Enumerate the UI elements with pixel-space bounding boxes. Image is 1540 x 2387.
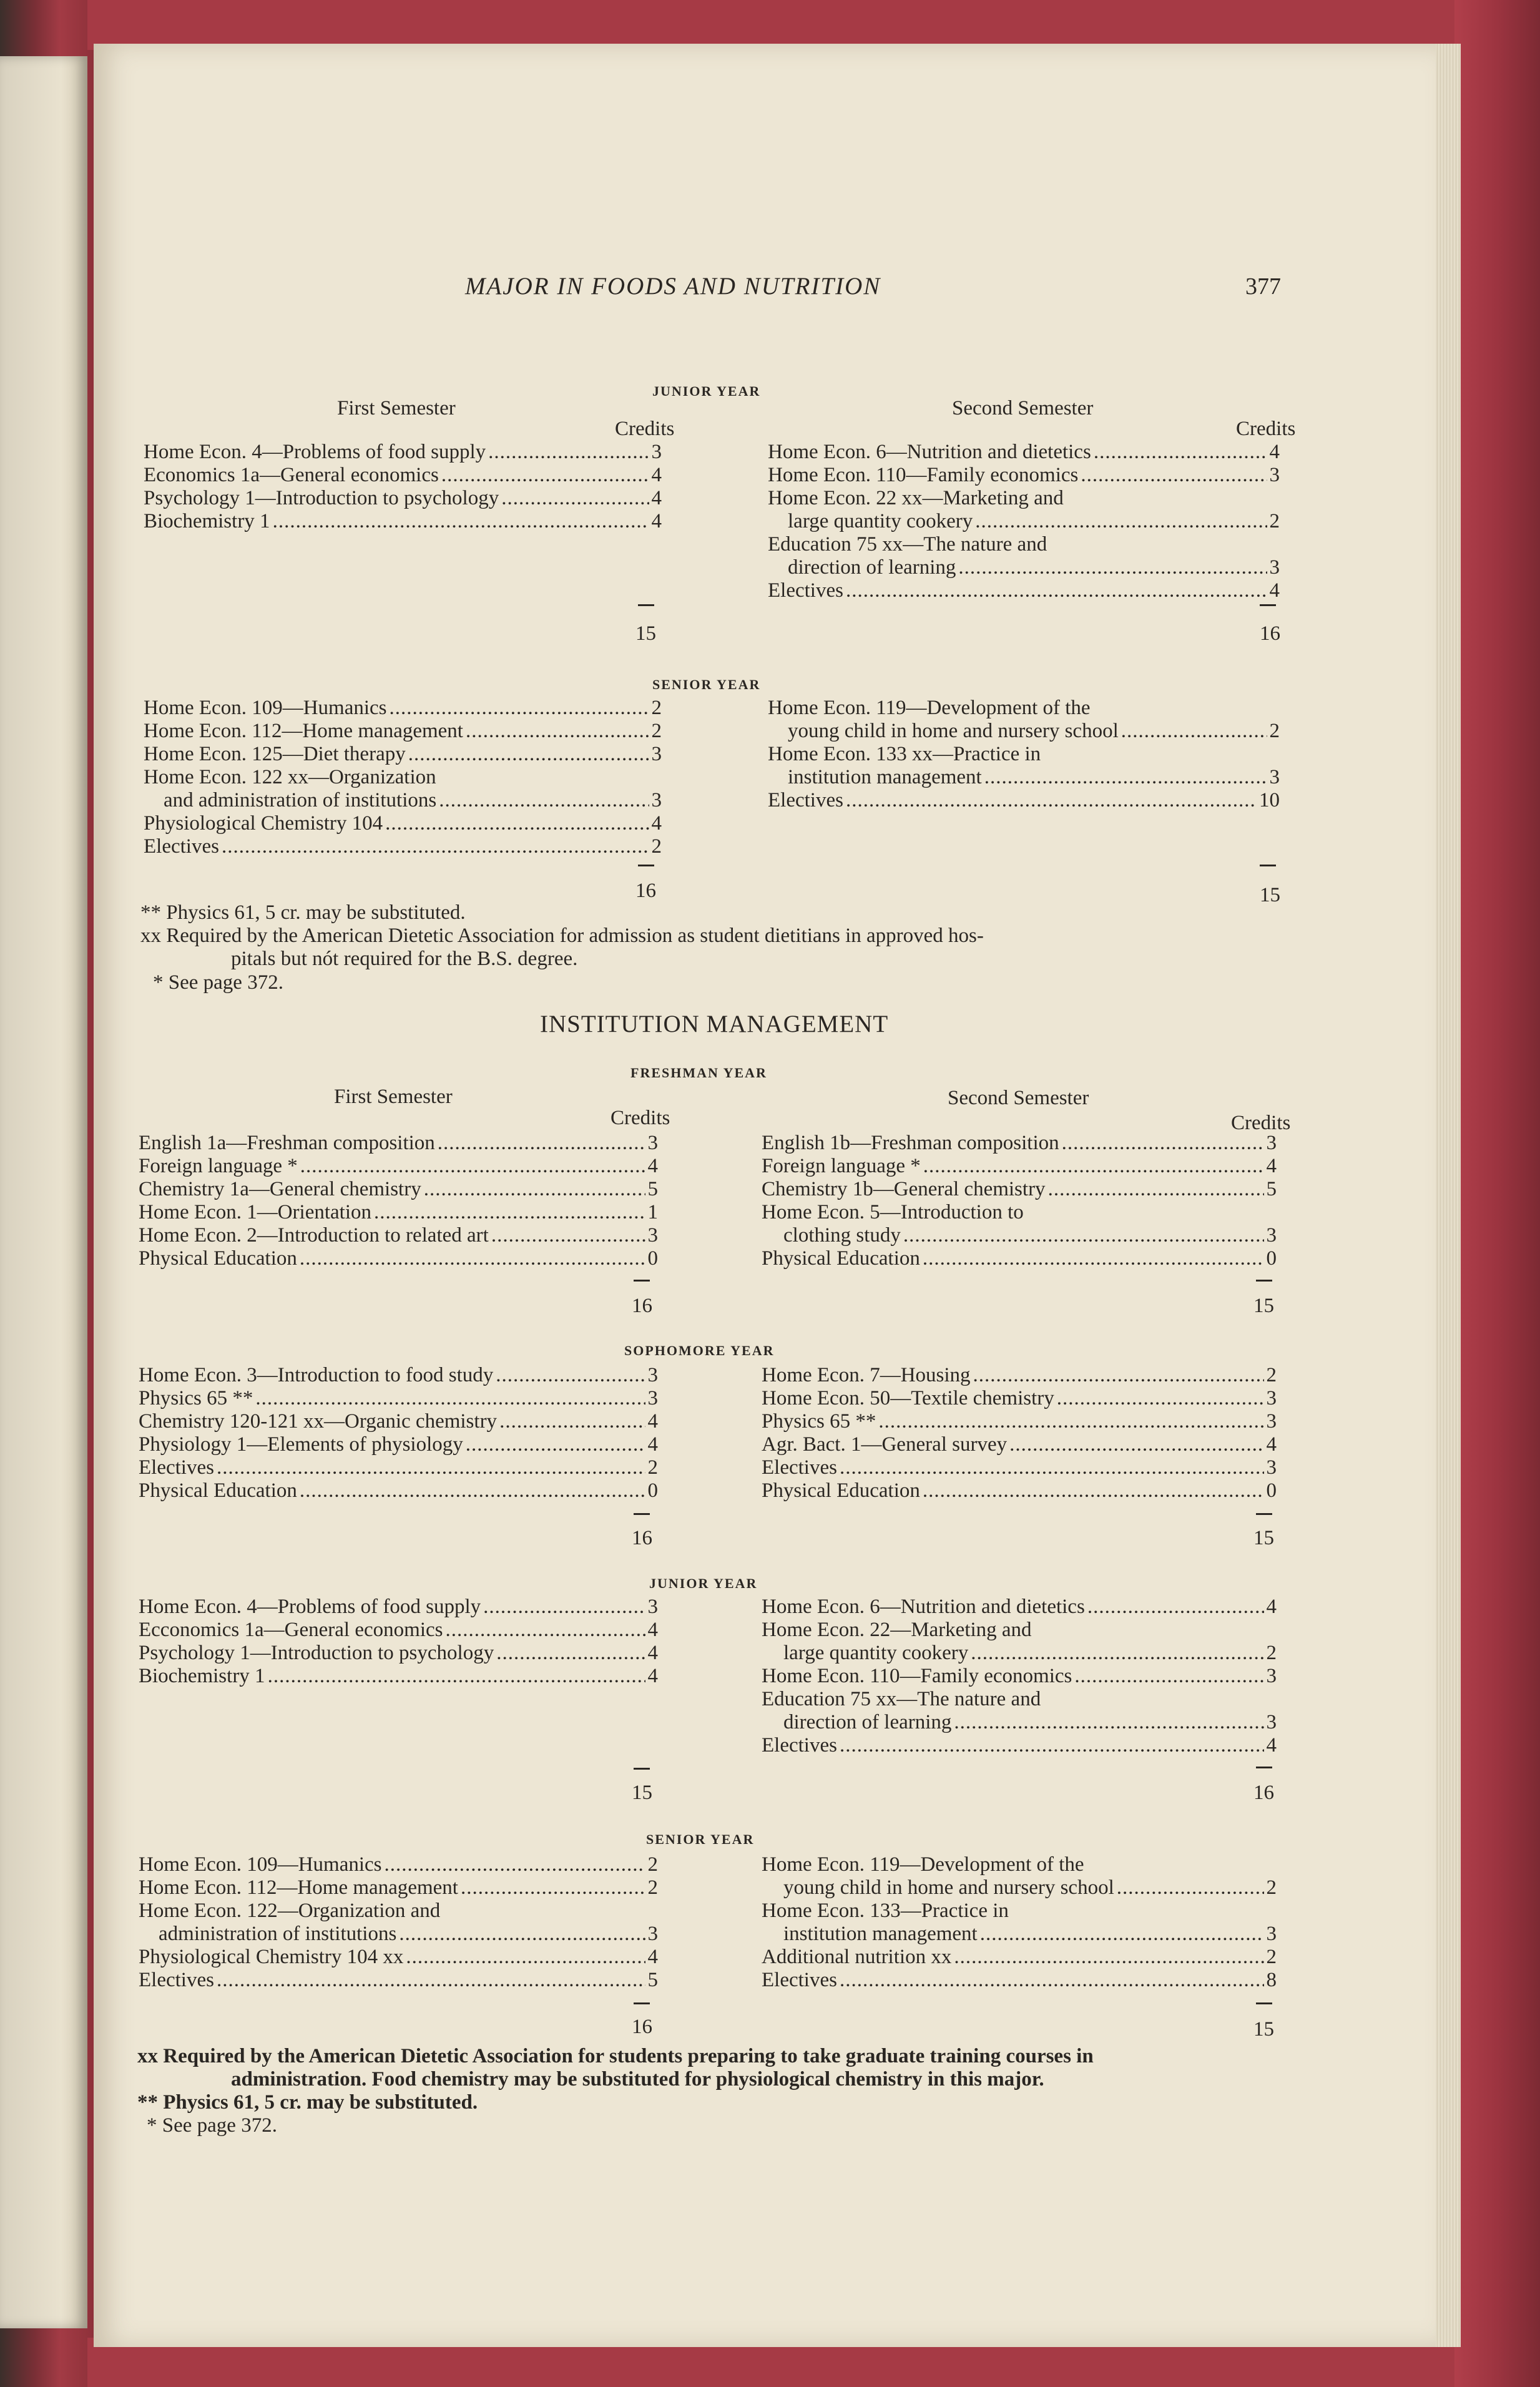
semester-total: 16: [632, 1295, 652, 1317]
footnote: ** Physics 61, 5 cr. may be substituted.: [137, 2091, 478, 2114]
course-row: Physical Education ..... 0: [762, 1247, 1277, 1270]
course-row: Home Econ. 2—Introduction to related art ..... 3: [139, 1223, 658, 1247]
course-row: Home Econ. 4—Problems of food supply ..... 3: [139, 1595, 658, 1619]
semester-total: 15: [1260, 884, 1280, 906]
semester-total: 16: [632, 2016, 652, 2038]
total-rule: [1256, 2002, 1272, 2004]
course-row: Electives ..... 2: [144, 835, 662, 858]
course-row: Electives ..... 2: [139, 1456, 658, 1479]
total-rule: [638, 604, 654, 606]
credits-heading: Credits: [1236, 418, 1296, 440]
course-row: Psychology 1—Introduction to psychology ..... 4: [139, 1641, 658, 1665]
course-row: Home Econ. 6—Nutrition and dietetics ..... 4: [762, 1595, 1277, 1619]
course-row: institution management ..... 3: [788, 765, 1280, 789]
course-row: direction of learning ..... 3: [783, 1710, 1277, 1734]
course-line: Education 75 xx—The nature and: [768, 533, 1047, 556]
course-line: Home Econ. 122 xx—Organization: [144, 766, 436, 788]
course-row: Home Econ. 1—Orientation ..... 1: [139, 1200, 658, 1224]
course-row: young child in home and nursery school ..... 2: [783, 1876, 1277, 1899]
course-row: Physics 65 ** ..... 3: [762, 1409, 1277, 1433]
course-row: Home Econ. 112—Home management ..... 2: [144, 719, 662, 743]
credits-heading: Credits: [615, 418, 675, 440]
running-head: MAJOR IN FOODS AND NUTRITION: [465, 273, 881, 300]
total-rule: [1256, 1513, 1272, 1515]
book-cover-top: [87, 0, 1540, 50]
course-row: Physics 65 ** ..... 3: [139, 1386, 658, 1410]
course-row: Physical Education ..... 0: [762, 1479, 1277, 1502]
course-row: Physical Education ..... 0: [139, 1247, 658, 1270]
course-row: Chemistry 120-121 xx—Organic chemistry ..... 4: [139, 1409, 658, 1433]
course-row: Physiological Chemistry 104 xx ..... 4: [139, 1945, 658, 1969]
semester-total: 16: [1253, 1782, 1274, 1804]
footnote-continued: administration. Food chemistry may be substituted for physiological chemistry in this major.: [231, 2068, 1044, 2090]
course-row: Economics 1a—General economics ..... 4: [144, 463, 662, 487]
semester-total: 16: [635, 880, 656, 902]
course-row: Electives ..... 5: [139, 1968, 658, 1992]
course-row: large quantity cookery ..... 2: [788, 509, 1280, 533]
section-heading-junior: JUNIOR YEAR: [652, 383, 761, 399]
course-row: clothing study ..... 3: [783, 1223, 1277, 1247]
course-row: Home Econ. 110—Family economics ..... 3: [768, 463, 1280, 487]
course-row: Home Econ. 112—Home management ..... 2: [139, 1876, 658, 1899]
course-row: direction of learning ..... 3: [788, 556, 1280, 579]
total-rule: [634, 2002, 650, 2004]
course-row: Home Econ. 109—Humanics ..... 2: [144, 696, 662, 720]
course-row: Home Econ. 3—Introduction to food study ..... 3: [139, 1363, 658, 1387]
section-heading-senior: SENIOR YEAR: [646, 1831, 755, 1847]
book-cover-right: [1454, 0, 1540, 2387]
footnote: xx Required by the American Dietetic Association for admission as student dietitians in approved hos-: [140, 924, 984, 947]
semester-total: 16: [1260, 622, 1280, 645]
course-row: young child in home and nursery school ..... 2: [788, 719, 1280, 743]
course-row: Physical Education ..... 0: [139, 1479, 658, 1502]
section-heading-senior: SENIOR YEAR: [652, 677, 761, 692]
course-row: Electives ..... 4: [762, 1733, 1277, 1757]
second-semester-heading: Second Semester: [952, 397, 1094, 419]
section-heading-junior: JUNIOR YEAR: [649, 1576, 758, 1591]
course-row: Additional nutrition xx ..... 2: [762, 1945, 1277, 1969]
course-line: Home Econ. 5—Introduction to: [762, 1201, 1024, 1223]
course-line: Home Econ. 133 xx—Practice in: [768, 743, 1041, 765]
first-semester-heading: First Semester: [334, 1086, 453, 1108]
total-rule: [638, 865, 654, 866]
semester-total: 15: [1253, 1527, 1274, 1549]
course-row: Biochemistry 1 ..... 4: [144, 509, 662, 533]
footnote: * See page 372.: [153, 971, 283, 994]
course-row: Home Econ. 4—Problems of food supply ..... 3: [144, 440, 662, 464]
course-row: English 1b—Freshman composition ..... 3: [762, 1131, 1277, 1155]
course-line: Home Econ. 22 xx—Marketing and: [768, 487, 1064, 509]
course-line: Home Econ. 119—Development of the: [762, 1853, 1084, 1876]
semester-total: 15: [632, 1782, 652, 1804]
previous-page-edge: [0, 56, 87, 2328]
footnote: * See page 372.: [147, 2114, 277, 2137]
course-row: Home Econ. 50—Textile chemistry ..... 3: [762, 1386, 1277, 1410]
second-semester-heading: Second Semester: [948, 1087, 1089, 1109]
course-row: Electives ..... 8: [762, 1968, 1277, 1992]
course-line: Home Econ. 122—Organization and: [139, 1899, 441, 1922]
semester-total: 16: [632, 1527, 652, 1549]
footnote-continued: pitals but nót required for the B.S. degree.: [231, 948, 578, 970]
semester-total: 15: [635, 622, 656, 645]
course-row: English 1a—Freshman composition ..... 3: [139, 1131, 658, 1155]
total-rule: [634, 1280, 650, 1282]
total-rule: [1260, 604, 1276, 606]
footnote: ** Physics 61, 5 cr. may be substituted.: [140, 901, 466, 924]
course-row: institution management ..... 3: [783, 1922, 1277, 1946]
course-row: Electives ..... 3: [762, 1456, 1277, 1479]
page-number: 377: [1245, 273, 1281, 300]
course-line: Home Econ. 119—Development of the: [768, 697, 1091, 719]
course-row: Physiological Chemistry 104 ..... 4: [144, 811, 662, 835]
course-row: administration of institutions ..... 3: [159, 1922, 658, 1946]
course-row: Psychology 1—Introduction to psychology ..... 4: [144, 486, 662, 510]
credits-heading: Credits: [1231, 1112, 1291, 1134]
credits-heading: Credits: [611, 1107, 670, 1129]
course-row: Physiology 1—Elements of physiology ..... 4: [139, 1433, 658, 1456]
course-line: Home Econ. 22—Marketing and: [762, 1619, 1032, 1641]
course-line: Education 75 xx—The nature and: [762, 1688, 1041, 1710]
first-semester-heading: First Semester: [337, 397, 456, 419]
course-row: Chemistry 1a—General chemistry ..... 5: [139, 1177, 658, 1201]
course-row: Chemistry 1b—General chemistry ..... 5: [762, 1177, 1277, 1201]
course-row: Home Econ. 109—Humanics ..... 2: [139, 1853, 658, 1876]
course-row: Home Econ. 6—Nutrition and dietetics ..... 4: [768, 440, 1280, 464]
course-row: Biochemistry 1 ..... 4: [139, 1664, 658, 1688]
semester-total: 15: [1253, 1295, 1274, 1317]
section-title: INSTITUTION MANAGEMENT: [540, 1011, 889, 1037]
total-rule: [1256, 1280, 1272, 1282]
course-row: Electives ..... 4: [768, 579, 1280, 602]
course-row: Foreign language * ..... 4: [762, 1154, 1277, 1178]
course-row: Home Econ. 125—Diet therapy ..... 3: [144, 742, 662, 766]
total-rule: [1260, 865, 1276, 866]
course-row: Ecconomics 1a—General economics ..... 4: [139, 1618, 658, 1642]
course-row: Home Econ. 7—Housing ..... 2: [762, 1363, 1277, 1387]
footnote: xx Required by the American Dietetic Association for students preparing to take graduate training courses in: [137, 2045, 1094, 2067]
course-row: Agr. Bact. 1—General survey ..... 4: [762, 1433, 1277, 1456]
total-rule: [1256, 1767, 1272, 1768]
section-heading-sophomore: SOPHOMORE YEAR: [624, 1343, 775, 1358]
course-row: Home Econ. 110—Family economics ..... 3: [762, 1664, 1277, 1688]
course-row: Electives ..... 10: [768, 788, 1280, 812]
course-row: Foreign language * ..... 4: [139, 1154, 658, 1178]
course-row: and administration of institutions ..... 3: [164, 788, 662, 812]
total-rule: [634, 1513, 650, 1515]
semester-total: 15: [1253, 2018, 1274, 2041]
section-heading-freshman: FRESHMAN YEAR: [630, 1065, 767, 1081]
course-line: Home Econ. 133—Practice in: [762, 1899, 1009, 1922]
total-rule: [634, 1768, 650, 1770]
course-row: large quantity cookery ..... 2: [783, 1641, 1277, 1665]
